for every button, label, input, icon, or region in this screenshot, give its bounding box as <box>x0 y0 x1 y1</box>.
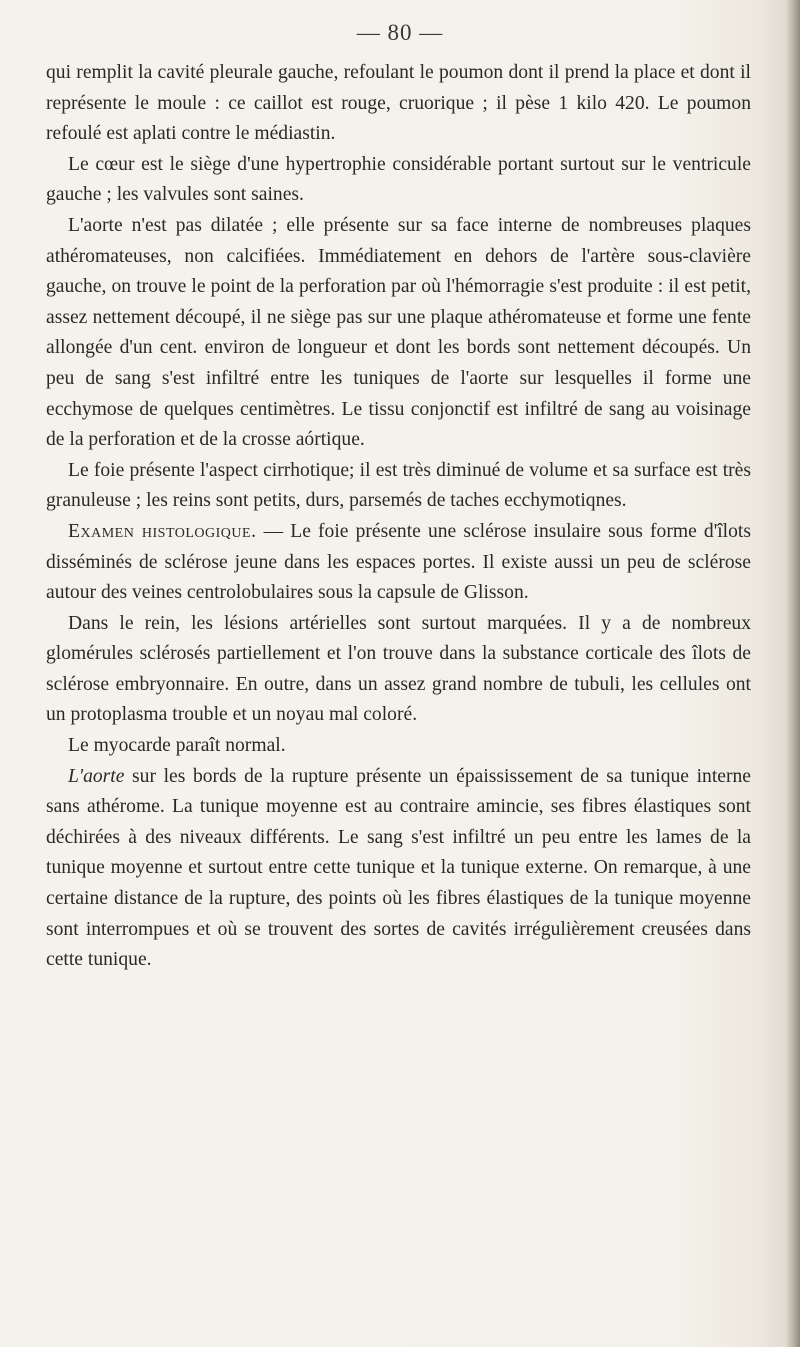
italic-lead-aorte: L'aorte <box>68 765 125 787</box>
paragraph-aorte-rupture <box>46 762 751 976</box>
section-lead-examen: Examen histologique. <box>68 520 257 542</box>
paragraph-rein <box>46 609 751 731</box>
paragraph-text: qui remplit la cavité pleurale gauche, refoulant le poumon dont il prend la place et dont il représente le moule : ce caillot est rouge, cruorique ; il pèse 1 kilo 420. Le poumon refoulé est aplati contre le médiastin. <box>46 62 751 145</box>
paragraph-text: — Le foie présente une sclérose insulaire sous forme d'îlots disséminés de sclérose jeune dans les espaces portes. Il existe aussi un peu de sclérose autour des veines centrolobulaires sous la capsule de Glisson. <box>46 520 751 604</box>
paragraph-aorte <box>46 211 751 456</box>
page-edge-shadow <box>786 0 800 1347</box>
paragraph-coeur <box>46 150 751 211</box>
paragraph-examen-histologique <box>46 517 751 609</box>
paragraph-continuation <box>46 58 751 150</box>
paragraph-text: Le myocarde paraît normal. <box>68 735 286 757</box>
paragraph-foie <box>46 456 751 517</box>
paragraph-myocarde <box>46 731 751 762</box>
paragraph-text: Dans le rein, les lésions artérielles sont surtout marquées. Il y a de nombreux glomérules sclérosés partiellement et l'on trouve dans la substance corticale des îlots de sclérose embryonnaire. En outre, dans un assez grand nombre de tubuli, les cellules ont un protoplasma trouble et un noyau mal coloré. <box>46 612 751 726</box>
paragraph-text: Le foie présente l'aspect cirrhotique; il est très diminué de volume et sa surface est très granuleuse ; les reins sont petits, durs, parsemés de taches ecchymotiqnes. <box>46 459 751 512</box>
paragraph-text: L'aorte n'est pas dilatée ; elle présente sur sa face interne de nombreuses plaques athéromateuses, non calcifiées. Immédiatement en dehors de l'artère sous-clavière gauche, on trouve le point de la perforation par où l'hémorragie s'est produite : il est petit, assez nettement découpé, il ne siège pas sur une plaque athéromateuse et forme une fente allongée d'un cent. environ de longueur et dont les bords sont nettement découpés. Un peu de sang s'est infiltré entre les tuniques de l'aorte sur lesquelles il forme une ecchymose de quelques centimètres. Le tissu conjonctif est infiltré de sang au voisinage de la perforation et de la crosse aórtique. <box>46 214 751 451</box>
paragraph-text: sur les bords de la rupture présente un épaississement de sa tunique interne sans athérome. La tunique moyenne est au contraire amincie, ses fibres élastiques sont déchirées à des niveaux différents. Le sang s'est infiltré un peu entre les lames de la tunique moyenne et surtout entre cette tunique et la tunique externe. On remarque, à une certaine distance de la rupture, des points où les fibres élastiques de la tunique moyenne sont interrompues et où se trouvent des sortes de cavités irrégulièrement creusées dans cette tunique. <box>46 765 751 971</box>
paragraph-text: Le cœur est le siège d'une hypertrophie considérable portant surtout sur le ventricule gauche ; les valvules sont saines. <box>46 153 751 206</box>
page-number: — 80 — <box>356 20 444 45</box>
body-text <box>46 58 751 976</box>
